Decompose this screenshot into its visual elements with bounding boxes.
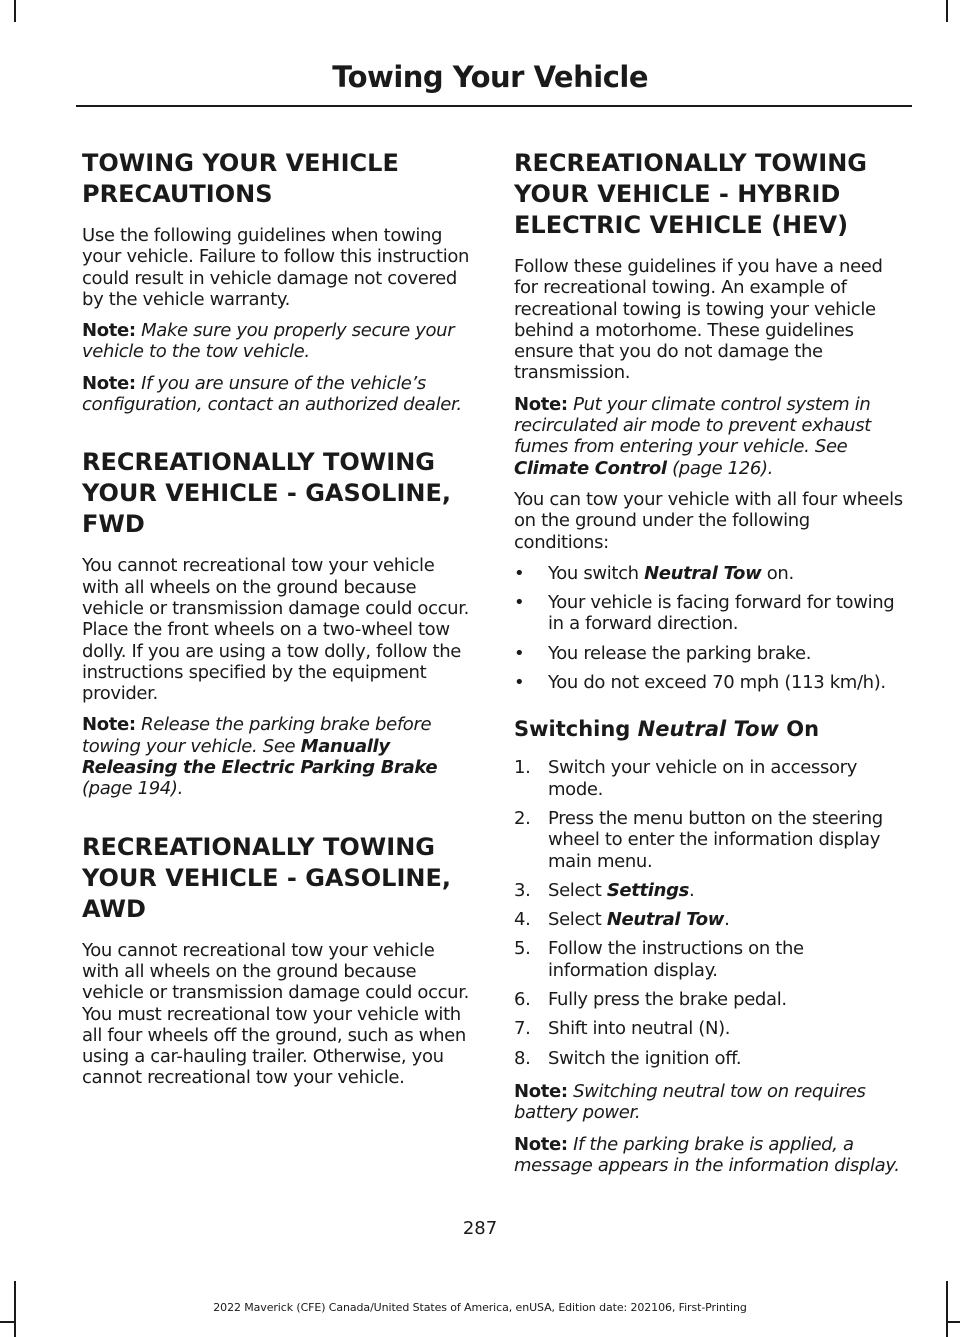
note-release-parking-brake: Note: Release the parking brake before towing your vehicle. See Manually Releasing the Electric Parking Brake (page 194). — [82, 714, 438, 800]
list-item: 8. Switch the ignition off. — [514, 1047, 742, 1069]
right-column — [514, 148, 906, 1186]
crop-mark-top-right — [946, 0, 948, 22]
paragraph-towing-guidelines: Use the following guidelines when towing your vehicle. Failure to follow this instruction could result in vehicle damage not covered by the vehicle warranty. — [82, 225, 470, 310]
crop-mark-bottom-left-h — [0, 1321, 16, 1323]
header-rule — [76, 105, 912, 107]
list-item: 7. Shift into neutral (N). — [514, 1018, 731, 1040]
note-unsure-configuration: Note: If you are unsure of the vehicle’s configuration, contact an authorized dealer. — [82, 372, 462, 416]
list-item: • You do not exceed 70 mph (113 km/h). — [514, 672, 886, 694]
list-item: 4. Select Neutral Tow. — [514, 909, 730, 931]
note-secure-vehicle: Note: Make sure you properly secure your vehicle to the tow vehicle. — [82, 320, 455, 363]
link-climate-control[interactable]: Climate Control — [514, 457, 667, 479]
page-footer: 2022 Maverick (CFE) Canada/United States of America, enUSA, Edition date: 202106, First-Printing — [213, 1301, 747, 1314]
note-battery-power: Note: Switching neutral tow on requires battery power. — [514, 1080, 866, 1124]
page-header-title: Towing Your Vehicle — [332, 60, 648, 94]
paragraph-hybrid-guidelines: Follow these guidelines if you have a need for recreational towing. An example of recreational towing is towing your vehicle behind a motorhome. These guidelines ensure that you do not damage the transmission. — [514, 256, 883, 384]
section-title-gasoline-awd: RECREATIONALLY TOWING YOUR VEHICLE - GASOLINE, AWD — [82, 832, 451, 923]
list-item: 2. Press the menu button on the steering wheel to enter the information display main menu. — [514, 807, 883, 872]
page-number: 287 — [462, 1218, 498, 1239]
list-item: • You switch Neutral Tow on. — [514, 562, 794, 584]
conditions-list — [514, 563, 906, 693]
list-item: 6. Fully press the brake pedal. — [514, 989, 787, 1011]
note-climate-control: Note: Put your climate control system in recirculated air mode to prevent exhaust fumes from entering your vehicle. See Climate Control (page 126). — [514, 393, 871, 479]
paragraph-fwd-towing: You cannot recreational tow your vehicle with all wheels on the ground because vehicle or transmission damage could occur. Place the front wheels on a two-wheel tow dolly. If you are using a tow dolly, follow the instructions specified by the equipment provider. — [82, 555, 470, 705]
crop-mark-bottom-right-h — [946, 1321, 960, 1323]
list-item: • Your vehicle is facing forward for towing in a forward direction. — [514, 592, 895, 635]
list-item: • You release the parking brake. — [514, 642, 812, 664]
crop-mark-top-left — [14, 0, 16, 22]
section-title-towing-precautions: TOWING YOUR VEHICLE PRECAUTIONS — [82, 149, 399, 208]
left-column — [82, 148, 474, 1099]
paragraph-awd-towing: You cannot recreational tow your vehicle with all wheels on the ground because vehicle or transmission damage could occur. You must recreational tow your vehicle with all four wheels off the ground, such as when using a car-hauling trailer. Otherwise, you cannot recreational tow your vehicle. — [82, 939, 470, 1089]
section-title-switching-neutral-tow: Switching Neutral Tow On — [514, 717, 820, 742]
paragraph-tow-conditions: You can tow your vehicle with all four wheels on the ground under the following conditions: — [514, 488, 903, 553]
steps-list — [514, 757, 906, 1069]
section-title-hybrid: RECREATIONALLY TOWING YOUR VEHICLE - HYBRID ELECTRIC VEHICLE (HEV) — [514, 149, 867, 239]
list-item: 5. Follow the instructions on the information display. — [514, 938, 804, 981]
link-manually-releasing-brake[interactable]: Manually Releasing the Electric Parking Brake — [82, 735, 438, 779]
list-item: 3. Select Settings. — [514, 879, 695, 901]
section-title-gasoline-fwd: RECREATIONALLY TOWING YOUR VEHICLE - GASOLINE, FWD — [82, 448, 451, 539]
list-item: 1. Switch your vehicle on in accessory mode. — [514, 757, 857, 800]
note-parking-brake-message: Note: If the parking brake is applied, a message appears in the information display. — [514, 1133, 900, 1176]
